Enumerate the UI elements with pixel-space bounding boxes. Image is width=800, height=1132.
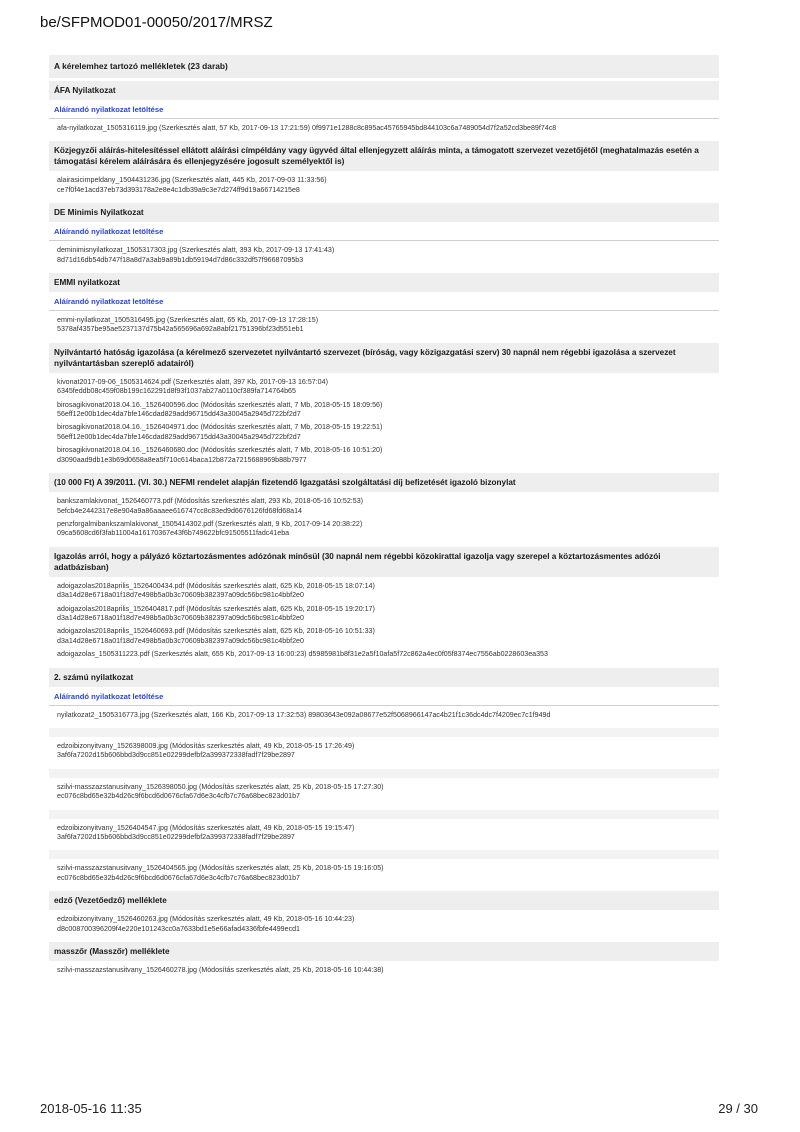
attachment-file-info: szilvi-masszazstanusitvany_1526404565.jpg (Módosítás szerkesztés alatt, 25 Kb, 2018-05-15 19:16:05) [57,864,384,873]
attachment-file-hash: 5378af4357be95ae5237137d75b42a565696a692a8abf21751396bf23d551eb1 [57,325,304,334]
attachment-file-info: kivonat2017-09-06_1505314624.pdf (Szerkesztés alatt, 397 Kb, 2017-09-13 16:57:04) [57,377,328,386]
attachment-file [57,650,719,659]
attachment-file [57,316,719,335]
file-list [49,706,719,728]
attachment-file [57,824,719,843]
attachment-file-info: alairasicimpeldany_1504431236.jpg (Szerkesztés alatt, 445 Kb, 2017-09-03 11:33:56) [57,176,327,185]
attachment-file-hash: 6345feddb08c459f08b199c162291d8f93f1037ab27a0110cf389fa714764b65 [57,387,296,396]
attachment-file [57,520,719,539]
attachment-file-hash: d3a14d28e6718a01f18d7e498b5a0b3c70609b382397a09dc56bc981c4bbf2e0 [57,636,304,645]
attachment-file-info: edzoibizonyitvany_1526404547.jpg (Módosítás szerkesztés alatt, 49 Kb, 2018-05-15 19:15:47) [57,823,355,832]
download-declaration-link[interactable]: Aláírandó nyilatkozat letöltése [49,292,719,311]
attachment-file [57,497,719,516]
attachment-file-info: adoigazolas_1505311223.pdf (Szerkesztés alatt, 655 Kb, 2017-09-13 16:00:23) d5985981b8f31e2a5f10afa5f72c862a4ec0f05f8374ec7556ab0228603ea353 [57,650,548,659]
attachment-file [57,401,719,420]
attachment-file-info: adoigazolas2018aprilis_1526460693.pdf (Módosítás szerkesztés alatt, 625 Kb, 2018-05-16 10:51:33) [57,627,375,636]
section-title: EMMI nyilatkozat [49,273,719,292]
file-list [49,577,719,668]
attachment-file [57,742,719,761]
attachment-file-info: nyilatkozat2_1505316773.jpg (Szerkesztés alatt, 166 Kb, 2017-09-13 17:32:53) 89803643e092a08677e52f5068966147ac4b21f1c36dc4dc7f4209ec7c1f949d [57,710,551,719]
download-declaration-link[interactable]: Aláírandó nyilatkozat letöltése [49,100,719,119]
attachments-header: A kérelemhez tartozó mellékletek (23 darab) [49,55,719,78]
attachment-file-hash: ec076c8bd65e32b4d26c9f6bcd6d0676cfa67d6e3c4cfb7c76a68bec823d01b7 [57,873,300,882]
file-list [49,910,719,942]
attachment-file [57,711,719,720]
attachment-file-info: emmi-nyilatkozat_1505316495.jpg (Szerkesztés alatt, 65 Kb, 2017-09-13 17:28:15) [57,316,319,325]
attachment-file-info: adoigazolas2018aprilis_1526404817.pdf (Módosítás szerkesztés alatt, 625 Kb, 2018-05-15 19:20:17) [57,604,375,613]
attachment-file [57,124,719,133]
download-declaration-link[interactable]: Aláírandó nyilatkozat letöltése [49,687,719,706]
attachment-file [57,627,719,646]
attachment-file [57,423,719,442]
file-list [49,119,719,141]
file-list [49,859,719,891]
attachment-file-hash: 56eff12e00b1dec4da7bfe146cdad829add96715dd43a30045a2945d722bf2d7 [57,410,301,419]
attachment-file-info: birosagikivonat2018.04.16._1526460680.doc (Módosítás szerkesztés alatt, 7 Mb, 2018-05-16 10:51:20) [57,446,383,455]
footer-page-number: 29 / 30 [718,1101,758,1116]
section-title: edző (Vezetőedző) melléklete [49,891,719,910]
file-list [49,961,719,983]
attachment-file-hash: 09ca5608cd6f3fab11004a16170367e43f6b749622bfc91505511fadc41eba [57,529,290,538]
attachment-file [57,582,719,601]
section-title: ÁFA Nyilatkozat [49,81,719,100]
section-title: Közjegyzői aláírás-hitelesítéssel ellátott aláírási címpéldány vagy ügyvéd által ellenjegyzett aláírás minta, a támogatott szervezet vezetőjétől (meghatalmazás esetén a támogatási kérelem aláírására és ellenjegyzésére jogosult személyektől is) [49,141,719,171]
attachment-file-info: edzoibizonyitvany_1526398009.jpg (Módosítás szerkesztés alatt, 49 Kb, 2018-05-15 17:26:49) [57,741,355,750]
section-title: Nyilvántartó hatóság igazolása (a kérelmező szervezetet nyilvántartó szervezet (bíróság, vagy közigazgatási szerv) 30 napnál nem régebbi igazolása a szervezet nyilvántartásban szereplő adatairól) [49,343,719,373]
attachment-file [57,966,719,975]
attachment-file-hash: d3a14d28e6718a01f18d7e498b5a0b3c70609b382397a09dc56bc981c4bbf2e0 [57,613,304,622]
file-list [49,171,719,203]
attachment-file [57,378,719,397]
attachment-file-hash: 56eff12e00b1dec4da7bfe146cdad829add96715dd43a30045a2945d722bf2d7 [57,432,301,441]
section-title: Igazolás arról, hogy a pályázó köztartozásmentes adózónak minősül (30 napnál nem régebbi közokirattal igazolja vagy szerepel a köztartozásmentes adózói adatbázisban) [49,547,719,577]
section-title: DE Minimis Nyilatkozat [49,203,719,222]
section-title-bar [49,850,719,859]
attachment-file-info: afa-nyilatkozat_1505316119.jpg (Szerkesztés alatt, 57 Kb, 2017-09-13 17:21:59) 0f9971e1288c8c895ac45765945bd844103c6a7489054d7f2a52cd3be89f74c8 [57,124,557,132]
attachment-file-hash: 8d71d16db54db747f18a8d7a3ab9a89b1db59194d7d86c332df57f96687095b3 [57,255,304,264]
attachments-list [49,55,719,983]
attachment-file-info: penzforgalmibankszamlakivonat_1505414302.pdf (Szerkesztés alatt, 9 Kb, 2017-09-14 20:38:22) [57,519,363,528]
file-list [49,241,719,273]
attachment-file [57,446,719,465]
attachment-file-hash: d3a14d28e6718a01f18d7e498b5a0b3c70609b382397a09dc56bc981c4bbf2e0 [57,591,304,600]
section-title: masszőr (Masszőr) melléklete [49,942,719,961]
attachment-file-hash: ec076c8bd65e32b4d26c9f6bcd6d0676cfa67d6e3c4cfb7c76a68bec823d01b7 [57,792,300,801]
section-title-bar [49,769,719,778]
section-title: 2. számú nyilatkozat [49,668,719,687]
attachment-file-hash: 5efcb4e2442317e8e904a9a86aaaee616747cc8c83ed9d6676126fd68fd68a14 [57,506,302,515]
footer-date: 2018-05-16 11:35 [40,1101,142,1116]
attachment-file-info: szilvi-masszazstanusitvany_1526398050.jpg (Módosítás szerkesztés alatt, 25 Kb, 2018-05-15 17:27:30) [57,782,384,791]
attachment-file-hash: ce7f0f4e1acd37eb73d393178a2e8e4c1db39a9c3e7d274ff9d19a66714215e8 [57,185,300,194]
section-title-bar [49,810,719,819]
attachment-file-info: birosagikivonat2018.04.16._1526400596.doc (Módosítás szerkesztés alatt, 7 Mb, 2018-05-15 18:09:56) [57,400,383,409]
attachment-file [57,605,719,624]
attachment-file-hash: 3af6fa7202d15b606bbd3d9cc851e02299defbf2a399372338fadf7f29be2897 [57,751,295,760]
document-id: be/SFPMOD01-00050/2017/MRSZ [40,14,273,31]
attachment-file-hash: d8c008700396209f4e220e101243cc0a7633bd1e5e66afad4336fbfe4499ecd1 [57,924,301,933]
attachment-file [57,864,719,883]
attachment-file-info: adoigazolas2018aprilis_1526400434.pdf (Módosítás szerkesztés alatt, 625 Kb, 2018-05-15 18:07:14) [57,581,375,590]
file-list [49,737,719,769]
attachment-file [57,915,719,934]
attachment-file-info: deminimisnyilatkozat_1505317303.jpg (Szerkesztés alatt, 393 Kb, 2017-09-13 17:41:43) [57,246,335,255]
attachment-file-info: szilvi-masszazstanusitvany_1526460278.jpg (Módosítás szerkesztés alatt, 25 Kb, 2018-05-16 10:44:38) [57,966,384,975]
attachment-file [57,176,719,195]
section-title: (10 000 Ft) A 39/2011. (VI. 30.) NEFMI rendelet alapján fizetendő Igazgatási szolgáltatási díj befizetését igazoló bizonylat [49,473,719,492]
file-list [49,778,719,810]
attachment-file-info: edzoibizonyitvany_1526460263.jpg (Módosítás szerkesztés alatt, 49 Kb, 2018-05-16 10:44:23) [57,915,355,924]
section-title-bar [49,728,719,737]
file-list [49,492,719,547]
download-declaration-link[interactable]: Aláírandó nyilatkozat letöltése [49,222,719,241]
attachment-file [57,783,719,802]
attachment-file-info: birosagikivonat2018.04.16._1526404971.doc (Módosítás szerkesztés alatt, 7 Mb, 2018-05-15 19:22:51) [57,423,383,432]
attachment-file [57,246,719,265]
file-list [49,311,719,343]
file-list [49,373,719,473]
file-list [49,819,719,851]
attachment-file-hash: d3090aad9db1e3b69d0658a8ea5f710c614baca12b872a7215688969b88b7977 [57,455,307,464]
attachment-file-info: bankszamlakivonat_1526460773.pdf (Módosítás szerkesztés alatt, 293 Kb, 2018-05-16 10:52:53) [57,497,364,506]
attachment-file-hash: 3af6fa7202d15b606bbd3d9cc851e02299defbf2a399372338fadf7f29be2897 [57,833,295,841]
